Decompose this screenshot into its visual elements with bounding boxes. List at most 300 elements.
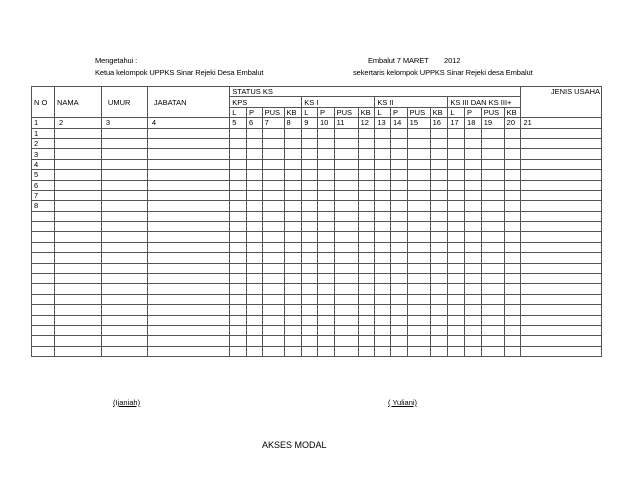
blank-cell xyxy=(246,242,262,252)
blank-cell xyxy=(521,232,602,242)
blank-cell xyxy=(334,294,358,304)
blank-cell xyxy=(375,201,391,211)
column-number: 9 xyxy=(302,118,318,128)
blank-cell xyxy=(284,222,302,232)
blank-cell xyxy=(504,305,521,315)
blank-cell xyxy=(448,274,465,284)
blank-cell xyxy=(147,222,229,232)
blank-cell xyxy=(101,159,147,169)
blank-cell xyxy=(504,190,521,200)
blank-cell xyxy=(101,149,147,159)
blank-cell xyxy=(54,190,101,200)
blank-cell xyxy=(262,253,284,263)
blank-cell xyxy=(504,242,521,252)
blank-cell xyxy=(317,128,334,138)
blank-cell xyxy=(465,325,482,335)
blank-cell xyxy=(101,346,147,356)
blank-cell xyxy=(430,305,448,315)
column-number: 21 xyxy=(521,118,602,128)
blank-cell xyxy=(54,325,101,335)
blank-cell xyxy=(407,294,430,304)
sub-header: L xyxy=(302,107,318,117)
blank-cell xyxy=(481,222,504,232)
table-row xyxy=(32,274,602,284)
blank-cell xyxy=(334,222,358,232)
blank-cell xyxy=(358,138,375,148)
blank-cell xyxy=(390,232,407,242)
blank-cell xyxy=(334,211,358,221)
blank-cell xyxy=(390,346,407,356)
blank-cell xyxy=(407,149,430,159)
group-header: KPS xyxy=(230,97,302,107)
blank-cell xyxy=(430,346,448,356)
column-number: 14 xyxy=(390,118,407,128)
blank-cell xyxy=(465,315,482,325)
blank-cell xyxy=(54,305,101,315)
blank-cell xyxy=(230,274,247,284)
blank-cell xyxy=(334,325,358,335)
blank-cell xyxy=(284,346,302,356)
blank-cell xyxy=(284,190,302,200)
blank-cell xyxy=(407,211,430,221)
blank-cell xyxy=(390,201,407,211)
blank-cell xyxy=(358,242,375,252)
blank-cell xyxy=(230,242,247,252)
blank-cell xyxy=(262,190,284,200)
blank-cell xyxy=(358,274,375,284)
sub-header: KB xyxy=(358,107,375,117)
blank-cell xyxy=(465,294,482,304)
blank-cell xyxy=(334,253,358,263)
blank-cell xyxy=(390,138,407,148)
table-row xyxy=(32,149,602,159)
blank-cell xyxy=(54,253,101,263)
blank-cell xyxy=(54,315,101,325)
blank-cell xyxy=(262,222,284,232)
column-number: 6 xyxy=(246,118,262,128)
blank-cell xyxy=(284,336,302,346)
blank-cell xyxy=(101,222,147,232)
blank-cell xyxy=(430,211,448,221)
blank-cell xyxy=(448,201,465,211)
blank-cell xyxy=(465,284,482,294)
blank-cell xyxy=(430,201,448,211)
blank-cell xyxy=(334,242,358,252)
blank-cell xyxy=(407,263,430,273)
blank-cell xyxy=(262,294,284,304)
blank-cell xyxy=(32,232,55,242)
blank-cell xyxy=(481,211,504,221)
blank-cell xyxy=(358,159,375,169)
blank-cell xyxy=(390,325,407,335)
blank-cell xyxy=(147,294,229,304)
blank-cell xyxy=(284,201,302,211)
blank-cell xyxy=(521,294,602,304)
blank-cell xyxy=(375,159,391,169)
blank-cell xyxy=(32,107,55,117)
blank-cell xyxy=(147,305,229,315)
blank-cell xyxy=(101,180,147,190)
blank-cell xyxy=(375,336,391,346)
blank-cell xyxy=(54,232,101,242)
blank-cell xyxy=(430,149,448,159)
blank-cell xyxy=(375,346,391,356)
blank-cell xyxy=(317,242,334,252)
blank-cell xyxy=(375,305,391,315)
sub-header: P xyxy=(465,107,482,117)
blank-cell xyxy=(147,107,229,117)
blank-cell xyxy=(465,190,482,200)
blank-cell xyxy=(262,138,284,148)
blank-cell xyxy=(334,149,358,159)
blank-cell xyxy=(407,170,430,180)
column-number: 11 xyxy=(334,118,358,128)
blank-cell xyxy=(375,128,391,138)
blank-cell xyxy=(32,336,55,346)
right-signature: ( Yuliani) xyxy=(388,398,418,407)
table-row xyxy=(32,294,602,304)
blank-cell xyxy=(481,274,504,284)
blank-cell xyxy=(358,315,375,325)
blank-cell xyxy=(317,315,334,325)
blank-cell xyxy=(375,138,391,148)
blank-cell xyxy=(101,232,147,242)
blank-cell xyxy=(230,346,247,356)
blank-cell xyxy=(334,180,358,190)
column-number: 8 xyxy=(284,118,302,128)
blank-cell xyxy=(147,201,229,211)
blank-cell xyxy=(521,242,602,252)
blank-cell xyxy=(230,170,247,180)
blank-cell xyxy=(358,325,375,335)
blank-cell xyxy=(317,211,334,221)
column-number: 2 xyxy=(54,118,101,128)
row-number: 2 xyxy=(32,138,55,148)
blank-cell xyxy=(246,222,262,232)
blank-cell xyxy=(448,284,465,294)
blank-cell xyxy=(448,315,465,325)
blank-cell xyxy=(407,253,430,263)
blank-cell xyxy=(302,138,318,148)
table-row xyxy=(32,201,602,211)
header-row-2 xyxy=(32,97,602,107)
blank-cell xyxy=(430,138,448,148)
blank-cell xyxy=(32,284,55,294)
table-row xyxy=(32,325,602,335)
blank-cell xyxy=(358,294,375,304)
blank-cell xyxy=(246,336,262,346)
blank-cell xyxy=(390,305,407,315)
blank-cell xyxy=(246,190,262,200)
blank-cell xyxy=(358,128,375,138)
blank-cell xyxy=(448,190,465,200)
blank-cell xyxy=(246,263,262,273)
row-number: 3 xyxy=(32,149,55,159)
blank-cell xyxy=(504,274,521,284)
blank-cell xyxy=(284,180,302,190)
blank-cell xyxy=(317,232,334,242)
sub-header: L xyxy=(448,107,465,117)
blank-cell xyxy=(521,170,602,180)
blank-cell xyxy=(448,336,465,346)
sub-header: PUS xyxy=(334,107,358,117)
blank-cell xyxy=(375,211,391,221)
blank-cell xyxy=(430,222,448,232)
row-number: 5 xyxy=(32,170,55,180)
header-row-3 xyxy=(32,107,602,117)
blank-cell xyxy=(375,294,391,304)
blank-cell xyxy=(521,253,602,263)
blank-cell xyxy=(230,138,247,148)
blank-cell xyxy=(302,232,318,242)
blank-cell xyxy=(390,263,407,273)
blank-cell xyxy=(54,211,101,221)
group-header: KS I xyxy=(302,97,375,107)
blank-cell xyxy=(358,336,375,346)
blank-cell xyxy=(465,159,482,169)
blank-cell xyxy=(246,128,262,138)
table-row xyxy=(32,232,602,242)
blank-cell xyxy=(407,159,430,169)
row-number: 6 xyxy=(32,180,55,190)
blank-cell xyxy=(358,284,375,294)
table-row xyxy=(32,190,602,200)
blank-cell xyxy=(465,263,482,273)
blank-cell xyxy=(390,253,407,263)
blank-cell xyxy=(448,170,465,180)
blank-cell xyxy=(54,294,101,304)
blank-cell xyxy=(262,274,284,284)
blank-cell xyxy=(358,232,375,242)
blank-cell xyxy=(334,128,358,138)
blank-cell xyxy=(147,253,229,263)
blank-cell xyxy=(430,284,448,294)
blank-cell xyxy=(407,325,430,335)
blank-cell xyxy=(481,149,504,159)
left-line1: Mengetahui : xyxy=(95,56,138,65)
blank-cell xyxy=(375,180,391,190)
blank-cell xyxy=(465,180,482,190)
blank-cell xyxy=(390,294,407,304)
blank-cell xyxy=(521,284,602,294)
blank-cell xyxy=(262,180,284,190)
blank-cell xyxy=(230,253,247,263)
blank-cell xyxy=(407,190,430,200)
blank-cell xyxy=(481,284,504,294)
blank-cell xyxy=(246,284,262,294)
blank-cell xyxy=(147,325,229,335)
blank-cell xyxy=(230,180,247,190)
blank-cell xyxy=(358,180,375,190)
blank-cell xyxy=(317,336,334,346)
blank-cell xyxy=(54,274,101,284)
blank-cell xyxy=(407,138,430,148)
blank-cell xyxy=(230,263,247,273)
blank-cell xyxy=(317,325,334,335)
blank-cell xyxy=(430,315,448,325)
blank-cell xyxy=(504,284,521,294)
blank-cell xyxy=(54,242,101,252)
blank-cell xyxy=(317,170,334,180)
blank-cell xyxy=(230,222,247,232)
blank-cell xyxy=(317,253,334,263)
blank-cell xyxy=(302,201,318,211)
blank-cell xyxy=(101,294,147,304)
blank-cell xyxy=(504,253,521,263)
blank-cell xyxy=(430,274,448,284)
blank-cell xyxy=(302,253,318,263)
blank-cell xyxy=(375,242,391,252)
column-number: 12 xyxy=(358,118,375,128)
blank-cell xyxy=(284,128,302,138)
blank-cell xyxy=(375,149,391,159)
blank-cell xyxy=(521,149,602,159)
blank-cell xyxy=(262,315,284,325)
blank-cell xyxy=(32,315,55,325)
blank-cell xyxy=(481,190,504,200)
sub-header: P xyxy=(246,107,262,117)
blank-cell xyxy=(262,284,284,294)
blank-cell xyxy=(32,87,55,97)
blank-cell xyxy=(302,263,318,273)
blank-cell xyxy=(246,159,262,169)
column-number: 3 xyxy=(101,118,147,128)
blank-cell xyxy=(481,315,504,325)
row-number: 1 xyxy=(32,128,55,138)
blank-cell xyxy=(504,128,521,138)
blank-cell xyxy=(521,336,602,346)
blank-cell xyxy=(262,159,284,169)
sub-header: P xyxy=(390,107,407,117)
blank-cell xyxy=(317,190,334,200)
blank-cell xyxy=(32,305,55,315)
blank-cell xyxy=(147,149,229,159)
blank-cell xyxy=(465,253,482,263)
blank-cell xyxy=(375,253,391,263)
blank-cell xyxy=(521,201,602,211)
blank-cell xyxy=(32,346,55,356)
left-signature: (Ijaniah) xyxy=(113,398,141,407)
blank-cell xyxy=(101,87,147,97)
row-number: 7 xyxy=(32,190,55,200)
blank-cell xyxy=(334,284,358,294)
blank-cell xyxy=(147,263,229,273)
blank-cell xyxy=(54,222,101,232)
blank-cell xyxy=(521,263,602,273)
blank-cell xyxy=(448,180,465,190)
blank-cell xyxy=(504,201,521,211)
blank-cell xyxy=(246,294,262,304)
blank-cell xyxy=(101,315,147,325)
blank-cell xyxy=(407,305,430,315)
blank-cell xyxy=(407,315,430,325)
blank-cell xyxy=(101,170,147,180)
blank-cell xyxy=(101,263,147,273)
blank-cell xyxy=(147,336,229,346)
col-no-header: N O xyxy=(32,97,55,107)
blank-cell xyxy=(504,315,521,325)
blank-cell xyxy=(465,170,482,180)
blank-cell xyxy=(317,159,334,169)
blank-cell xyxy=(481,305,504,315)
blank-cell xyxy=(284,294,302,304)
blank-cell xyxy=(407,346,430,356)
blank-cell xyxy=(481,336,504,346)
blank-cell xyxy=(101,325,147,335)
blank-cell xyxy=(284,138,302,148)
blank-cell xyxy=(375,325,391,335)
blank-cell xyxy=(230,294,247,304)
blank-cell xyxy=(375,274,391,284)
blank-cell xyxy=(407,180,430,190)
blank-cell xyxy=(54,170,101,180)
blank-cell xyxy=(147,159,229,169)
blank-cell xyxy=(302,315,318,325)
blank-cell xyxy=(246,305,262,315)
blank-cell xyxy=(521,346,602,356)
blank-cell xyxy=(390,190,407,200)
blank-cell xyxy=(147,138,229,148)
blank-cell xyxy=(262,170,284,180)
blank-cell xyxy=(230,201,247,211)
table-row xyxy=(32,253,602,263)
blank-cell xyxy=(230,315,247,325)
col-umur-header: UMUR xyxy=(101,97,147,107)
left-line2: Ketua kelompok UPPKS Sinar Rejeki Desa Embalut xyxy=(95,68,264,77)
blank-cell xyxy=(32,274,55,284)
column-number: 5 xyxy=(230,118,247,128)
blank-cell xyxy=(317,346,334,356)
column-number: 18 xyxy=(465,118,482,128)
blank-cell xyxy=(465,128,482,138)
sub-header: L xyxy=(230,107,247,117)
blank-cell xyxy=(284,315,302,325)
blank-cell xyxy=(246,211,262,221)
blank-cell xyxy=(358,190,375,200)
blank-cell xyxy=(390,211,407,221)
blank-cell xyxy=(317,138,334,148)
blank-cell xyxy=(375,222,391,232)
blank-cell xyxy=(407,222,430,232)
year: 2012 xyxy=(444,56,461,65)
blank-cell xyxy=(54,159,101,169)
blank-cell xyxy=(481,159,504,169)
blank-cell xyxy=(334,336,358,346)
blank-cell xyxy=(390,128,407,138)
blank-cell xyxy=(448,159,465,169)
blank-cell xyxy=(448,294,465,304)
blank-cell xyxy=(147,232,229,242)
blank-cell xyxy=(101,253,147,263)
blank-cell xyxy=(407,336,430,346)
blank-cell xyxy=(101,201,147,211)
column-number: 1 xyxy=(32,118,55,128)
blank-cell xyxy=(481,138,504,148)
blank-cell xyxy=(101,190,147,200)
table-row xyxy=(32,346,602,356)
blank-cell xyxy=(284,232,302,242)
blank-cell xyxy=(375,170,391,180)
blank-cell xyxy=(407,128,430,138)
blank-cell xyxy=(262,201,284,211)
blank-cell xyxy=(54,284,101,294)
blank-cell xyxy=(54,180,101,190)
blank-cell xyxy=(358,222,375,232)
col-jabatan-header: JABATAN xyxy=(147,97,229,107)
blank-cell xyxy=(504,294,521,304)
blank-cell xyxy=(284,305,302,315)
blank-cell xyxy=(448,149,465,159)
